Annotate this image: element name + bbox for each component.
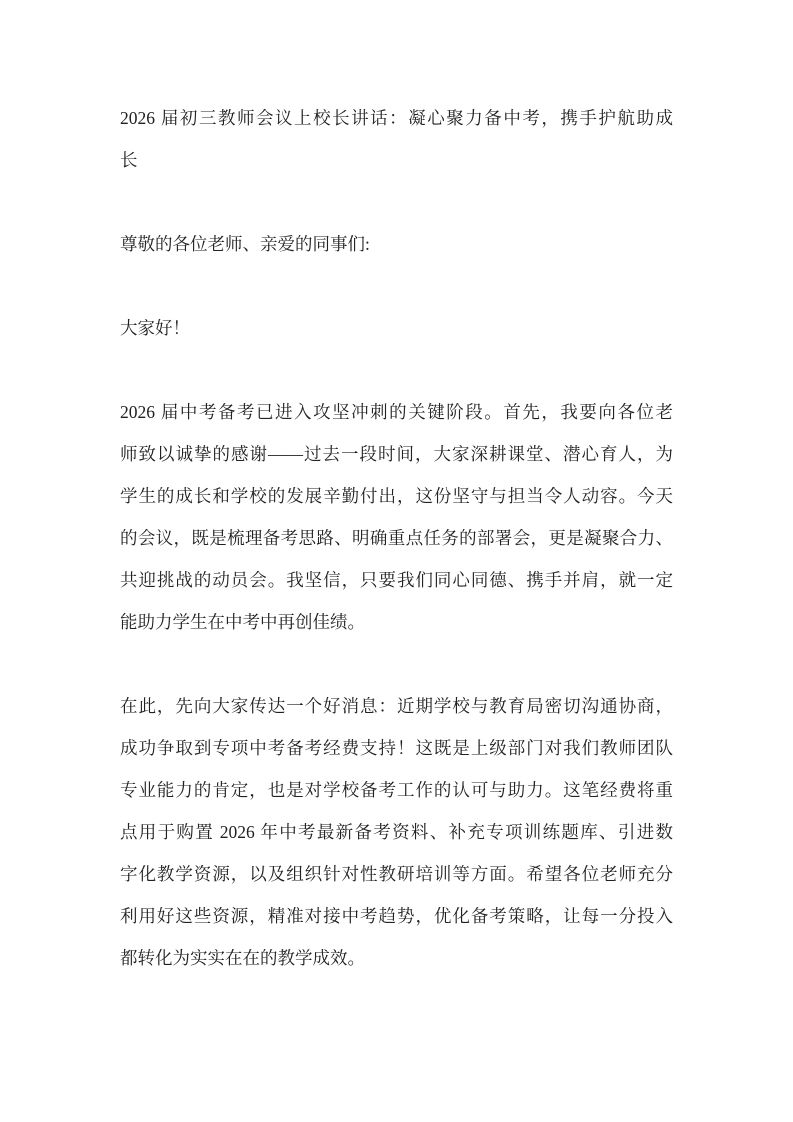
text-line: 2026 届中考备考已进入攻坚冲刺的关键阶段。首先，我要向各位老 [120, 402, 673, 422]
text-line: 字化教学资源，以及组织针对性教研培训等方面。希望各位老师充分 [120, 864, 673, 884]
text-line: 的会议，既是梳理备考思路、明确重点任务的部署会，更是凝聚合力、 [120, 528, 673, 548]
text-line: 共迎挑战的动员会。我坚信，只要我们同心同德、携手并肩，就一定 [120, 570, 673, 590]
greeting-line: 尊敬的各位老师、亲爱的同事们: [120, 234, 370, 254]
text-line: 在此，先向大家传达一个好消息：近期学校与教育局密切沟通协商， [120, 696, 673, 716]
title-line: 长 [120, 150, 138, 170]
text-line: 学生的成长和学校的发展辛勤付出，这份坚守与担当令人动容。今天 [120, 486, 673, 506]
salutation-paragraph [120, 307, 673, 349]
body-paragraph-2 [120, 685, 673, 979]
text-line: 点用于购置 2026 年中考最新备考资料、补充专项训练题库、引进数 [120, 822, 673, 842]
greeting-paragraph [120, 223, 673, 265]
salutation-line: 大家好！ [120, 318, 190, 338]
text-line: 都转化为实实在在的教学成效。 [120, 948, 365, 968]
text-line: 能助力学生在中考中再创佳绩。 [120, 612, 365, 632]
body-paragraph-1 [120, 391, 673, 643]
title-line: 2026 届初三教师会议上校长讲话：凝心聚力备中考，携手护航助成 [120, 108, 673, 128]
text-line: 专业能力的肯定，也是对学校备考工作的认可与助力。这笔经费将重 [120, 780, 673, 800]
text-line: 成功争取到专项中考备考经费支持！这既是上级部门对我们教师团队 [120, 738, 673, 758]
document-title [120, 97, 673, 181]
text-line: 利用好这些资源，精准对接中考趋势，优化备考策略，让每一分投入 [120, 906, 673, 926]
text-line: 师致以诚挚的感谢——过去一段时间，大家深耕课堂、潜心育人，为 [120, 444, 673, 464]
